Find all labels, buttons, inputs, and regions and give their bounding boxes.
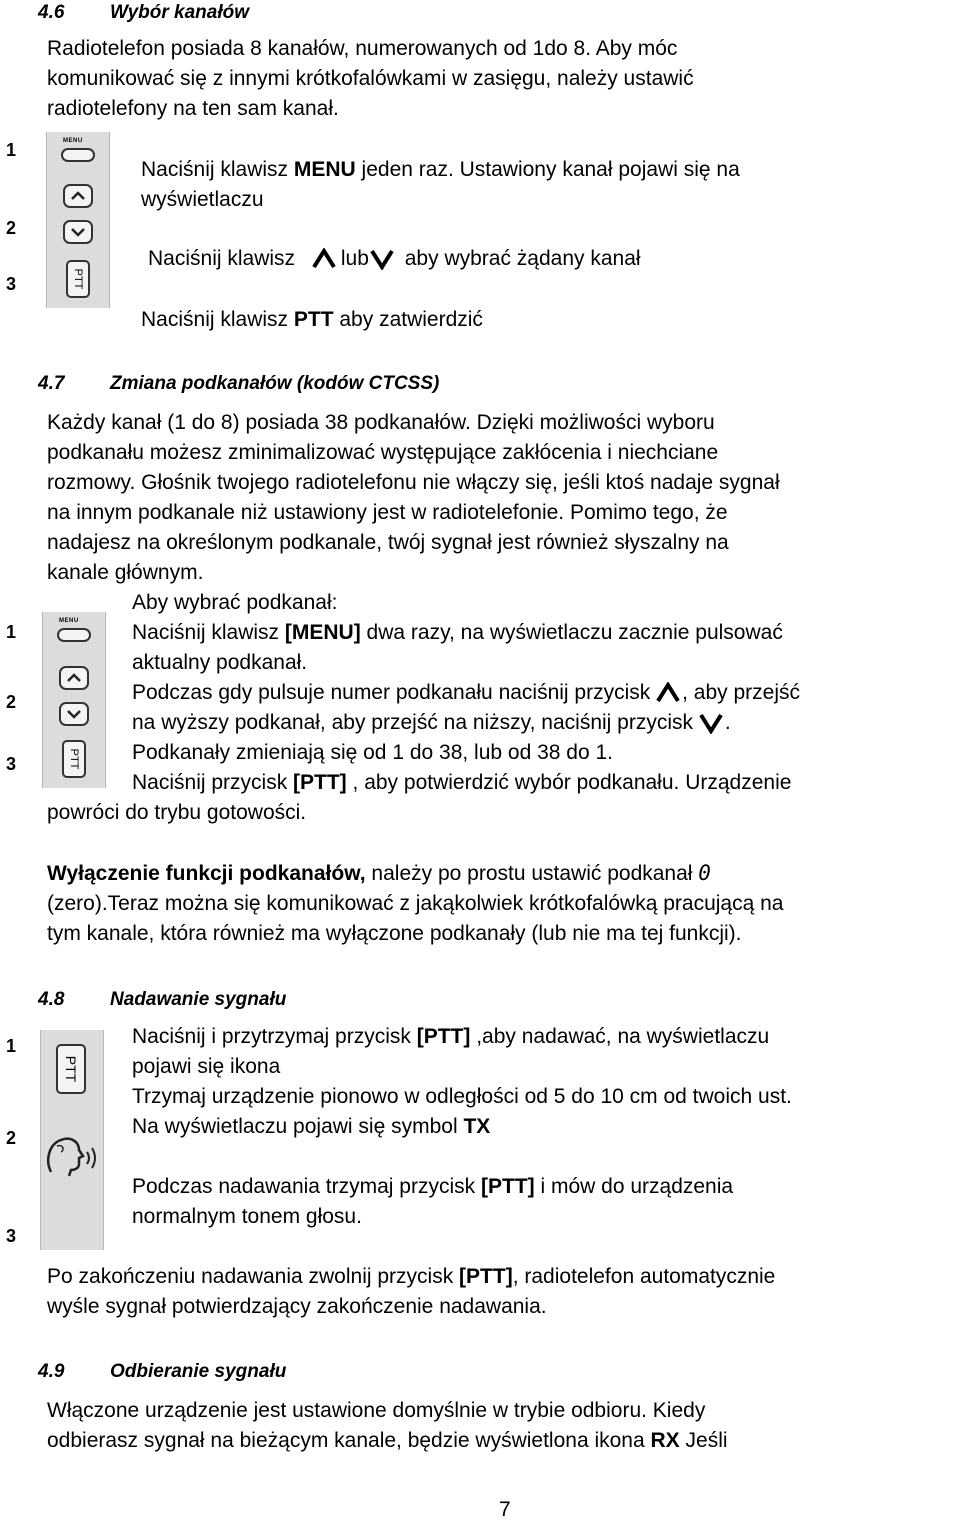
step-number-2: 2: [6, 692, 17, 712]
section-number: 4.9: [38, 1361, 65, 1382]
ptt-key-label: PTT: [63, 1055, 79, 1083]
up-key: [63, 184, 93, 208]
chevron-up-icon: [311, 248, 341, 270]
step-3-text: Naciśnij klawisz PTT aby zatwierdzić: [141, 308, 483, 331]
section-number: 4.7: [38, 373, 65, 394]
page-number: 7: [499, 1498, 511, 1521]
chevron-down-icon: [61, 704, 87, 724]
radio-transmit-illustration: [40, 1030, 104, 1250]
step-continuation: powróci do trybu gotowości.: [47, 801, 307, 824]
radio-keypad-illustration: [46, 132, 110, 308]
section-title: Wybór kanałów: [110, 2, 250, 23]
ptt-key: [62, 740, 86, 778]
step-number-3: 3: [6, 274, 17, 294]
down-key: [63, 220, 93, 244]
section-title: Nadawanie sygnału: [110, 989, 287, 1010]
transmit-steps: Naciśnij i przytrzymaj przycisk [PTT] ,aby nadawać, na wyświetlaczu pojawi się ikona Trzymaj urządzenie pionowo w odległości od 5 do 10 cm od twoich ust. Na wyświetlaczu pojawi się symbol TX: [132, 1025, 792, 1138]
section-4-7-paragraph: Każdy kanał (1 do 8) posiada 38 podkanałów. Dzięki możliwości wyboru podkanału możesz zminimalizować występujące zakłócenia i niechciane rozmowy. Głośnik twojego radiotelefonu nie włączy się, jeśli ktoś nadaje sygnał na innym podkanale niż ustawiony jest w radiotelefonie. Pomimo tego, że nadajesz na określonym podkanale, twój sygnał jest również słyszalny na kanale głównym.: [47, 411, 780, 584]
intro-line: radiotelefony na ten sam kanał.: [47, 97, 339, 120]
intro-line: komunikować się z innymi krótkofalówkami w zasięgu, należy ustawić: [47, 67, 694, 90]
section-4-9-heading: [38, 1361, 286, 1383]
step-number-3: 3: [6, 754, 17, 774]
step-number-1: 1: [6, 622, 17, 642]
section-4-8-heading: [38, 989, 286, 1011]
up-key: [59, 666, 89, 690]
chevron-up-icon: [656, 682, 682, 704]
subchannel-steps: Aby wybrać podkanał: Naciśnij klawisz [MENU] dwa razy, na wyświetlaczu zacznie pulsować aktualny podkanał. Podczas gdy pulsuje numer podkanału naciśnij przycisk , aby przejść na wyższy podkanał, aby przejść na niższy, naciśnij przycisk . Podkanały zmieniają się od 1 do 38, lub od 38 do 1. Naciśnij przycisk [PTT] , aby potwierdzić wybór podkanału. Urządzenie: [132, 591, 801, 794]
menu-key: [57, 628, 91, 642]
chevron-down-icon: [699, 712, 725, 734]
menu-key-label: MENU: [63, 138, 83, 144]
radio-keypad-illustration: [42, 612, 106, 788]
subchannel-off-note: Wyłączenie funkcji podkanałów, należy po prostu ustawić podkanał 0 (zero).Teraz można się komunikować z jakąkolwiek krótkofalówką pracującą na tym kanale, która również ma wyłączone podkanały (lub nie ma tej funkcji).: [47, 861, 784, 945]
chevron-up-icon: [61, 668, 87, 688]
intro-line: Radiotelefon posiada 8 kanałów, numerowanych od 1do 8. Aby móc: [47, 37, 678, 60]
ptt-key: [66, 260, 90, 298]
step-number-1: 1: [6, 140, 17, 160]
down-key: [59, 702, 89, 726]
step-number-2: 2: [6, 1128, 17, 1148]
step-2-text: Naciśnij klawisz lub aby wybrać żądany kanał: [148, 247, 641, 270]
chevron-down-icon: [65, 222, 91, 242]
ptt-key: [56, 1044, 86, 1094]
menu-key: [61, 148, 95, 162]
ptt-key-label: PTT: [72, 268, 84, 290]
step-number-2: 2: [6, 218, 17, 238]
section-title: Zmiana podkanałów (kodów CTCSS): [110, 373, 440, 394]
section-4-6-heading: [38, 2, 249, 24]
menu-key-label: MENU: [59, 618, 79, 624]
chevron-down-icon: [369, 248, 399, 270]
section-4-6-intro: [47, 34, 694, 124]
section-4-9-paragraph: Włączone urządzenie jest ustawione domyślnie w trybie odbioru. Kiedy odbierasz sygnał na bieżącym kanale, będzie wyświetlona ikona RX Jeśli: [47, 1399, 728, 1452]
section-number: 4.8: [38, 989, 65, 1010]
step-number-3: 3: [6, 1226, 17, 1246]
chevron-up-icon: [65, 186, 91, 206]
step-1-text: Naciśnij klawisz MENU jeden raz. Ustawiony kanał pojawi się na wyświetlaczu: [141, 158, 740, 211]
step-number-1: 1: [6, 1036, 17, 1056]
section-title: Odbieranie sygnału: [110, 1361, 287, 1382]
section-number: 4.6: [38, 2, 65, 23]
talking-head-icon: [43, 1130, 103, 1180]
ptt-key-label: PTT: [68, 748, 80, 770]
transmit-step-3: Podczas nadawania trzymaj przycisk [PTT] i mów do urządzenia normalnym tonem głosu.: [132, 1175, 734, 1228]
transmit-end-note: Po zakończeniu nadawania zwolnij przycisk [PTT], radiotelefon automatycznie wyśle sygnał potwierdzający zakończenie nadawania.: [47, 1265, 776, 1318]
section-4-7-heading: [38, 373, 439, 395]
